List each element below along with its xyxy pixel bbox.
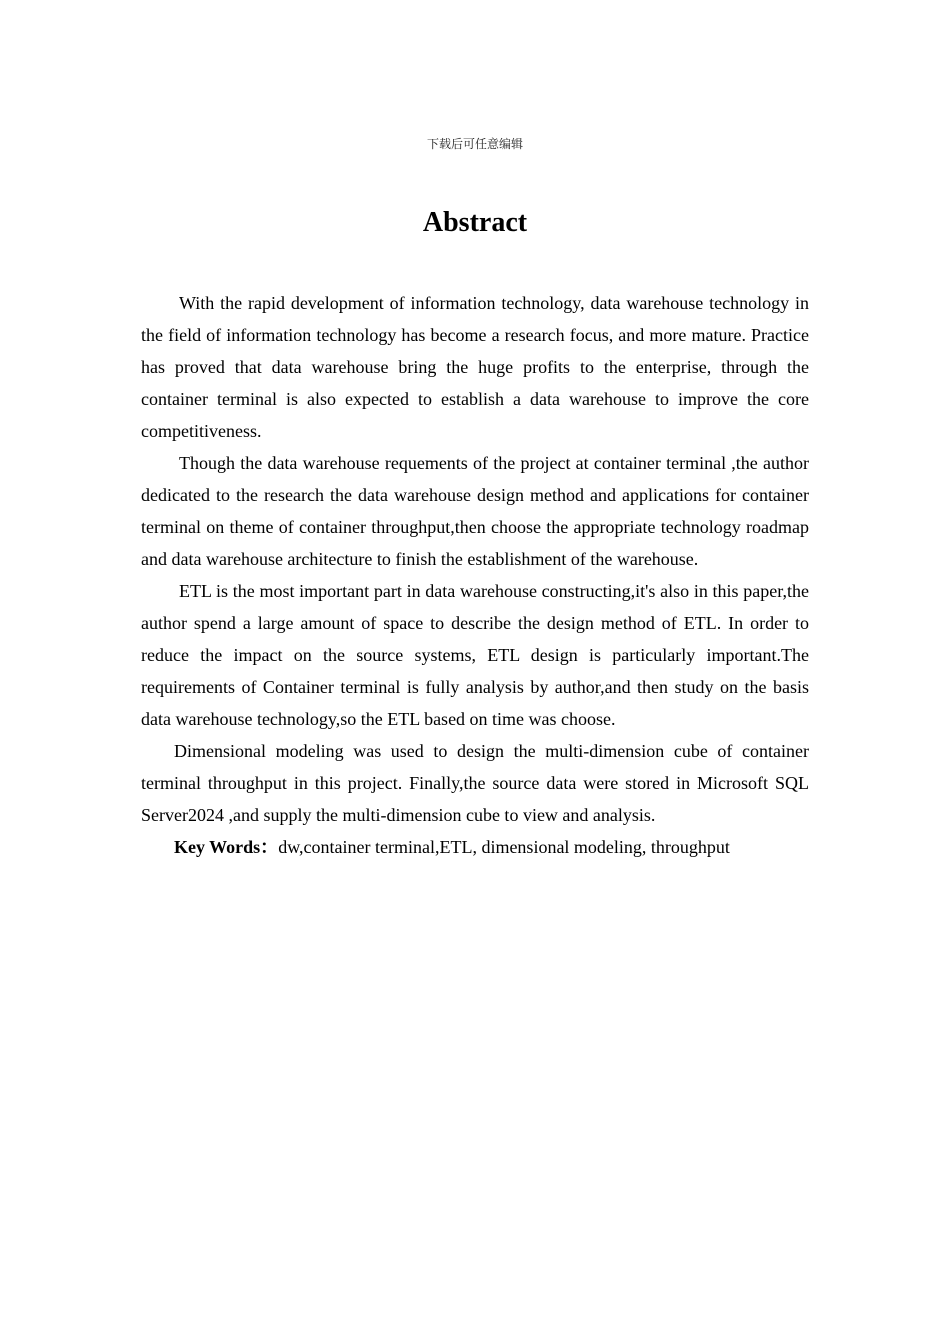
- abstract-paragraph-2: Though the data warehouse requements of the project at container terminal ,the author dedicated to the research the data warehouse design method and applications for container terminal on theme of container throughput,then choose the appropriate technology roadmap and data warehouse architecture to finish the establishment of the warehouse.: [141, 453, 809, 569]
- abstract-paragraph-1: With the rapid development of information technology, data warehouse technology in the field of information technology has become a research focus, and more mature. Practice has proved that data warehouse bring the huge profits to the enterprise, through the container terminal is also expected to establish a data warehouse to improve the core competitiveness.: [141, 293, 809, 441]
- abstract-paragraph-4: Dimensional modeling was used to design the multi-dimension cube of container terminal throughput in this project. Finally,the source data were stored in Microsoft SQL Server2024 ,and supply the multi-dimension cube to view and analysis.: [141, 741, 809, 825]
- keywords-label: Key Words：: [174, 837, 279, 857]
- header-note: 下载后可任意编辑: [426, 137, 523, 151]
- abstract-paragraph-3: ETL is the most important part in data warehouse constructing,it's also in this paper,the author spend a large amount of space to describe the design method of ETL. In order to reduce the impact on the source systems, ETL design is particularly important.The requirements of Container terminal is fully analysis by author,and then study on the basis data warehouse technology,so the ETL based on time was choose.: [141, 581, 809, 729]
- abstract-body: [141, 287, 809, 863]
- page-title: Abstract: [422, 207, 528, 238]
- keywords-line: [141, 831, 809, 863]
- keywords-value: dw,container terminal,ETL, dimensional modeling, throughput: [278, 837, 730, 857]
